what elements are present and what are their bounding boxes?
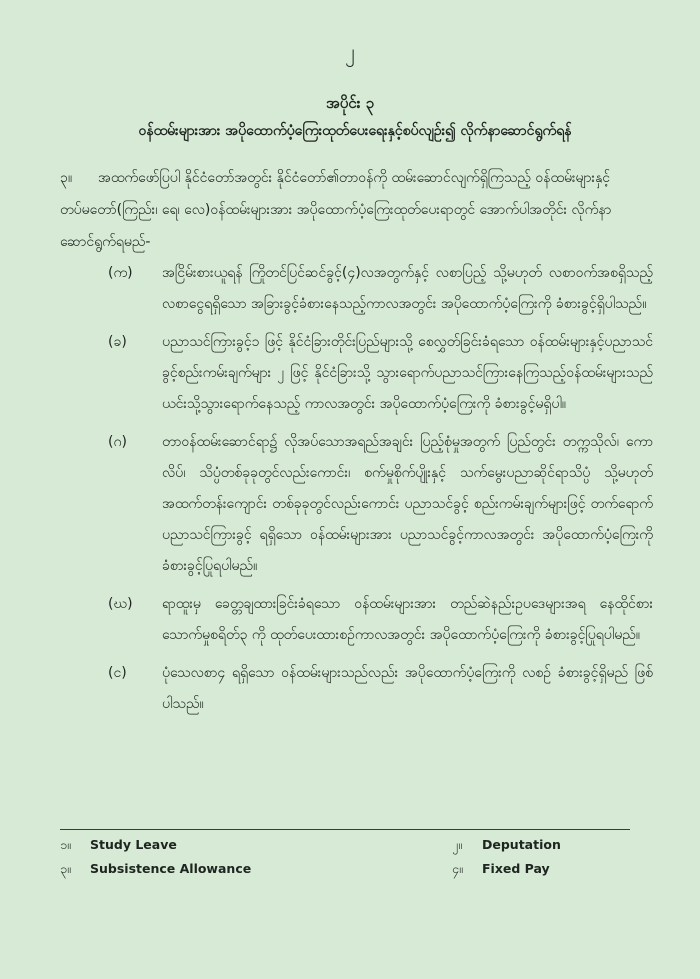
clause-marker: (က)	[108, 265, 133, 281]
clause-text: ပညာသင်ကြားခွင့်၁ ဖြင့် နိုင်ငံခြားတိုင်းပြည်များသို့ စေလွှတ်ခြင်းခံရသော ဝန်ထမ်းများနှင့်ပညာသင်ခွင့်စည်းကမ်းချက်များ ၂ ဖြင့် နိုင်ငံခြားသို့ သွားရောက်ပညာသင်ကြားနေကြသည့်ဝန်ထမ်းများသည် ယင်းသို့သွားရောက်နေသည့် ကာလအတွင်း အပိုထောက်ပံ့ကြေးကို ခံစားခွင့်မရှိပါ။	[162, 334, 653, 412]
clause-text: တာဝန်ထမ်းဆောင်ရာ၌ လိုအပ်သောအရည်အချင်း ပြည့်စုံမှုအတွက် ပြည်တွင်း တက္ကသိုလ်၊ ကောလိပ်၊ သိပ္ပံတစ်ခုခုတွင်လည်းကောင်း၊ စက်မှုစိုက်ပျိုးနှင့် သက်မွေးပညာဆိုင်ရာသိပ္ပံ သို့မဟုတ် အထက်တန်းကျောင်း တစ်ခုခုတွင်လည်းကောင်း ပညာသင်ခွင့် စည်းကမ်းချက်များဖြင့် တက်ရောက်ပညာသင်ကြားခွင့် ရရှိသော ဝန်ထမ်းများအား ပညာသင်ခွင့်ကာလအတွင်း အပိုထောက်ပံ့ကြေးကို ခံစားခွင့်ပြုရပါမည်။	[162, 434, 653, 574]
clause-text: အငြိမ်းစားယူရန် ကြိုတင်ပြင်ဆင်ခွင့်(၄)လအတွက်နှင့် လစာပြည့် သို့မဟုတ် လစာဝက်အစရှိသည့် လစာငွေရရှိသော အခြားခွင့်ခံစားနေသည့်ကာလအတွင်း အပိုထောက်ပံ့ကြေးကို ခံစားခွင့်ရှိပါသည်။	[162, 265, 653, 312]
footnote-3	[60, 861, 251, 880]
footnote-number: ၁။	[60, 837, 71, 852]
clause-ka	[108, 258, 653, 320]
footnote-2	[452, 837, 561, 856]
footnote-number: ၃။	[60, 861, 71, 876]
clause-ga	[108, 427, 653, 582]
clause-marker: (ဃ)	[108, 596, 133, 612]
clause-text: ပုံသေလစာ၄ ရရှိသော ဝန်ထမ်းများသည်လည်း အပိုထောက်ပံ့ကြေးကို လစဉ် ခံစားခွင့်ရှိမည် ဖြစ်ပါသည်။	[162, 665, 653, 712]
clause-list	[108, 258, 653, 727]
footnote-4	[452, 861, 550, 880]
page-number: ၂	[345, 39, 355, 63]
footnote-number: ၂။	[452, 837, 462, 852]
clause-marker: (င)	[108, 665, 127, 681]
paragraph-number: ၃။	[60, 170, 73, 186]
footnote-text: Study Leave	[90, 837, 177, 852]
footnote-number: ၄။	[452, 861, 463, 876]
footnote-divider	[60, 829, 630, 830]
footnote-text: Subsistence Allowance	[90, 861, 252, 876]
clause-nga	[108, 658, 653, 720]
clause-marker: (ဂ)	[108, 434, 127, 450]
clause-text: ရာထူးမှ ခေတ္တချထားခြင်းခံရသော ဝန်ထမ်းများအား တည်ဆဲနည်းဥပဒေများအရ နေထိုင်စားသောက်မှုစရိတ်၃ ကို ထုတ်ပေးထားစဉ်ကာလအတွင်း အပိုထောက်ပံ့ကြေးကို ခံစားခွင့်ပြုရပါမည်။	[162, 596, 653, 643]
clause-kha	[108, 327, 653, 420]
part-title: အပိုင်း ၃	[325, 94, 375, 112]
section-title: ဝန်ထမ်းများအား အပိုထောက်ပံ့ကြေးထုတ်ပေးရေးနှင့်စပ်လျဉ်း၍ လိုက်နာဆောင်ရွက်ရန်	[138, 123, 572, 139]
intro-text: အထက်ဖော်ပြပါ နိုင်ငံတော်အတွင်း နိုင်ငံတော်၏တာဝန်ကို ထမ်းဆောင်လျက်ရှိကြသည့် ဝန်ထမ်းများနှင့် တပ်မတော်(ကြည်း၊ ရေ၊ လေ)ဝန်ထမ်းများအား အပိုထောက်ပံ့ကြေးထုတ်ပေးရာတွင် အောက်ပါအတိုင်း လိုက်နာဆောင်ရွက်ရမည်-	[60, 170, 612, 250]
footnote-1	[60, 837, 177, 856]
footnote-text: Fixed Pay	[482, 861, 550, 876]
clause-marker: (ခ)	[108, 334, 127, 350]
intro-paragraph	[60, 162, 650, 258]
footnote-text: Deputation	[482, 837, 561, 852]
clause-gha	[108, 589, 653, 651]
